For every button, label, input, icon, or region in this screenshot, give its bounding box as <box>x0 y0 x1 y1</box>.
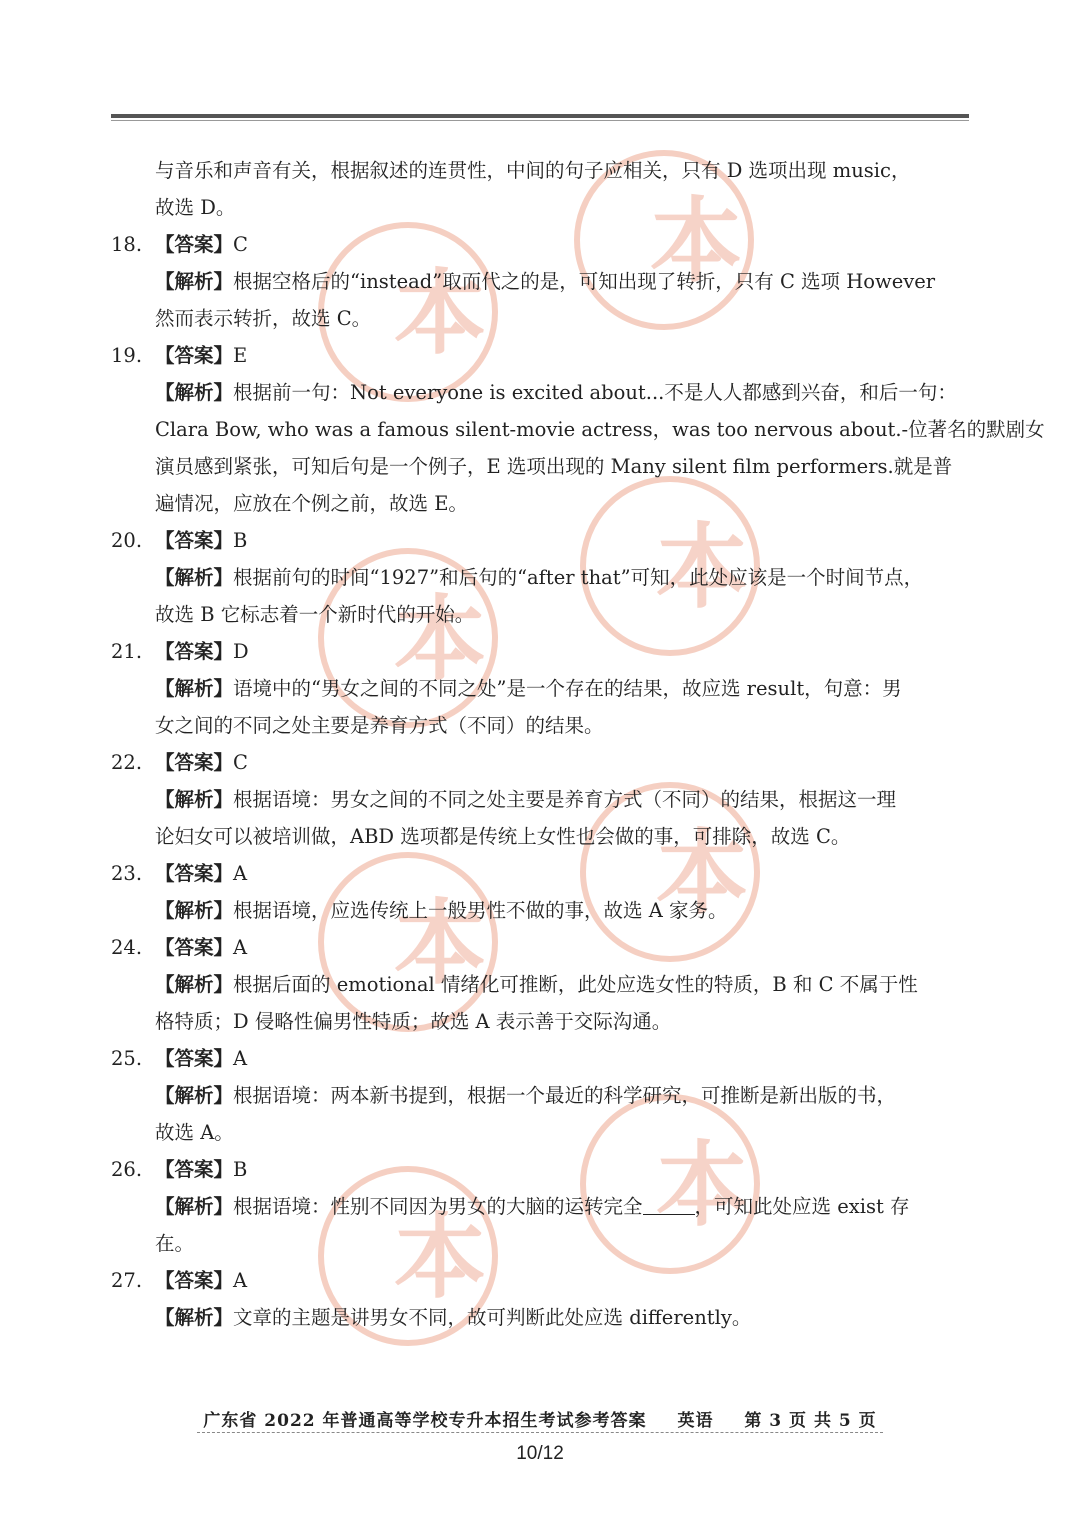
header-rule-thin <box>111 120 969 121</box>
answer-line <box>111 929 969 966</box>
question-number: 20. <box>111 529 143 552</box>
answer-value: A <box>233 862 248 885</box>
answer-label: 【答案】 <box>155 936 234 959</box>
answer-label: 【答案】 <box>155 1269 234 1292</box>
watermark-stamp: 本 <box>318 852 498 1032</box>
continuation-line <box>111 485 969 522</box>
answer-label: 【答案】 <box>155 233 234 256</box>
answer-label: 【答案】 <box>155 1047 234 1070</box>
answer-label: 【答案】 <box>155 1158 234 1181</box>
answer-value: A <box>233 1047 248 1070</box>
answer-line <box>111 226 969 263</box>
explanation-line <box>111 781 969 818</box>
answer-line <box>111 1262 969 1299</box>
paragraph-text: 论妇女可以被培训做，ABD 选项都是传统上女性也会做的事，可排除，故选 C。 <box>155 825 851 848</box>
paragraph-text: 格特质；D 侵略性偏男性特质；故选 A 表示善于交际沟通。 <box>155 1010 672 1033</box>
question-number: 21. <box>111 640 143 663</box>
answer-value: E <box>233 344 248 367</box>
explanation-line <box>111 966 969 1003</box>
explanation-text: 语境中的“男女之间的不同之处”是一个存在的结果，故应选 result，句意：男 <box>233 677 902 700</box>
explanation-line <box>111 1299 969 1336</box>
explanation-text: 根据前一句：Not everyone is excited about...不是人人都感到兴奋，和后一句： <box>233 381 957 404</box>
footer-subject: 英语 <box>677 1411 714 1431</box>
answer-label: 【答案】 <box>155 751 234 774</box>
question-number: 18. <box>111 233 143 256</box>
watermark-stamp: 本 <box>318 548 498 728</box>
explanation-label: 【解析】 <box>155 677 234 700</box>
answer-label: 【答案】 <box>155 640 234 663</box>
header-rule <box>111 114 969 118</box>
explanation-text: 根据后面的 emotional 情绪化可推断，此处应选女性的特质，B 和 C 不属于性 <box>233 973 918 996</box>
paragraph-text: 遍情况，应放在个例之前，故选 E。 <box>155 492 468 515</box>
question-number: 24. <box>111 936 143 959</box>
paragraph-text: 故选 D。 <box>155 196 236 219</box>
answer-line <box>111 855 969 892</box>
answer-label: 【答案】 <box>155 862 234 885</box>
continuation-line <box>111 818 969 855</box>
page-footer <box>0 1406 1080 1431</box>
explanation-text-after: ，可知此处应选 exist 存 <box>694 1195 910 1218</box>
explanation-text: 根据语境：性别不同因为男女的大脑的运转完全 <box>233 1195 643 1218</box>
paragraph-text: 然而表示转折，故选 C。 <box>155 307 372 330</box>
answer-content <box>111 152 1045 1336</box>
explanation-label: 【解析】 <box>155 788 234 811</box>
watermark-stamp: 本 <box>318 1166 498 1346</box>
paragraph-text: 女之间的不同之处主要是养育方式（不同）的结果。 <box>155 714 604 737</box>
answer-value: B <box>233 529 248 552</box>
question-number: 25. <box>111 1047 143 1070</box>
footer-page: 第 3 页 共 5 页 <box>744 1411 877 1431</box>
question-number: 27. <box>111 1269 143 1292</box>
question-number: 26. <box>111 1158 143 1181</box>
explanation-line <box>111 670 969 707</box>
explanation-line <box>111 1188 969 1225</box>
paragraph-text: 与音乐和声音有关，根据叙述的连贯性，中间的句子应相关，只有 D 选项出现 music， <box>155 159 911 182</box>
question-number: 23. <box>111 862 143 885</box>
explanation-text: 根据语境：男女之间的不同之处主要是养育方式（不同）的结果，根据这一理 <box>233 788 897 811</box>
explanation-text: 根据语境，应选传统上一般男性不做的事，故选 A 家务。 <box>233 899 728 922</box>
explanation-label: 【解析】 <box>155 566 234 589</box>
answer-value: B <box>233 1158 248 1181</box>
explanation-line <box>111 374 969 411</box>
explanation-text: 文章的主题是讲男女不同，故可判断此处应选 differently。 <box>233 1306 752 1329</box>
answer-value: A <box>233 1269 248 1292</box>
watermark-stamp: 本 <box>580 1094 760 1274</box>
fill-blank <box>643 1192 695 1215</box>
explanation-line <box>111 1077 969 1114</box>
watermark-stamp: 本 <box>318 222 498 402</box>
explanation-label: 【解析】 <box>155 381 234 404</box>
paragraph-text: 故选 B 它标志着一个新时代的开始。 <box>155 603 475 626</box>
explanation-label: 【解析】 <box>155 270 234 293</box>
paragraph-text: Clara Bow, who was a famous silent-movie actress，was too nervous about.-位著名的默剧女 <box>155 418 1045 441</box>
explanation-label: 【解析】 <box>155 1084 234 1107</box>
continuation-line <box>111 152 969 189</box>
continuation-line <box>111 1003 969 1040</box>
answer-line <box>111 1040 969 1077</box>
watermark-stamp: 本 <box>580 476 760 656</box>
paragraph-text: 故选 A。 <box>155 1121 234 1144</box>
answer-line <box>111 337 969 374</box>
answer-line <box>111 1151 969 1188</box>
explanation-label: 【解析】 <box>155 973 234 996</box>
answer-line <box>111 744 969 781</box>
explanation-text: 根据语境：两本新书提到，根据一个最近的科学研究，可推断是新出版的书， <box>233 1084 897 1107</box>
explanation-line <box>111 559 969 596</box>
question-number: 22. <box>111 751 143 774</box>
continuation-line <box>111 1114 969 1151</box>
answer-value: C <box>233 233 248 256</box>
answer-line <box>111 522 969 559</box>
explanation-label: 【解析】 <box>155 1195 234 1218</box>
continuation-line <box>111 1225 969 1262</box>
footer-title: 广东省 2022 年普通高等学校专升本招生考试参考答案 <box>203 1411 647 1431</box>
explanation-line <box>111 892 969 929</box>
continuation-line <box>111 411 1045 448</box>
continuation-line <box>111 189 969 226</box>
page-indicator: 10/12 <box>516 1443 564 1464</box>
continuation-line <box>111 300 969 337</box>
watermark-stamp: 本 <box>580 782 760 962</box>
answer-line <box>111 633 969 670</box>
explanation-text: 根据前句的时间“1927”和后句的“after that”可知，此处应该是一个时间节点， <box>233 566 924 589</box>
answer-value: A <box>233 936 248 959</box>
question-number: 19. <box>111 344 143 367</box>
explanation-label: 【解析】 <box>155 899 234 922</box>
continuation-line <box>111 596 969 633</box>
footer-rule <box>197 1432 883 1433</box>
paragraph-text: 演员感到紧张，可知后句是一个例子，E 选项出现的 Many silent film performers.就是普 <box>155 455 953 478</box>
answer-label: 【答案】 <box>155 344 234 367</box>
explanation-text: 根据空格后的“instead”取而代之的是，可知出现了转折，只有 C 选项 However <box>233 270 936 293</box>
continuation-line <box>111 707 969 744</box>
paragraph-text: 在。 <box>155 1232 195 1255</box>
answer-label: 【答案】 <box>155 529 234 552</box>
continuation-line <box>111 448 969 485</box>
explanation-line <box>111 263 969 300</box>
answer-value: C <box>233 751 248 774</box>
answer-value: D <box>233 640 249 663</box>
watermark-stamp: 本 <box>574 150 754 330</box>
explanation-label: 【解析】 <box>155 1306 234 1329</box>
